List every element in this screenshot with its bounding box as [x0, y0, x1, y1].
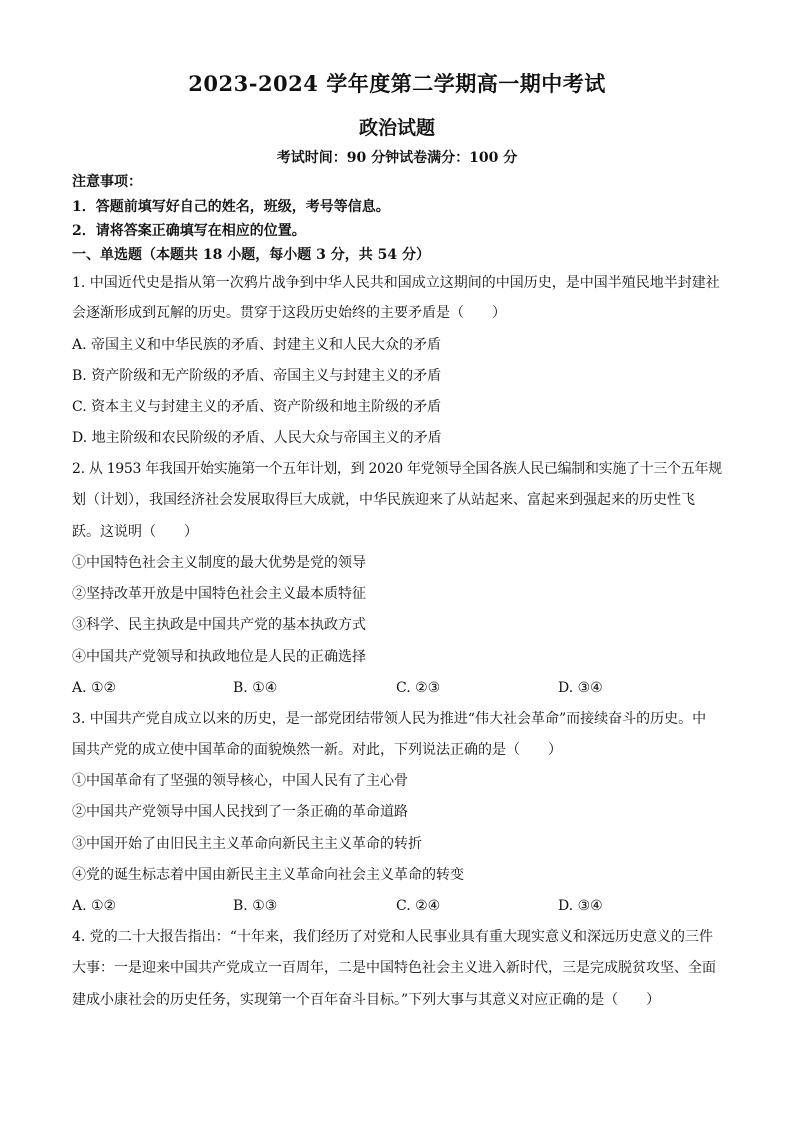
exam-info: 考试时间：90 分钟试卷满分：100 分: [276, 150, 518, 166]
notice-item: 1．答题前填写好自己的姓名，班级，考号等信息。: [72, 199, 390, 215]
q2-statement: ①中国特色社会主义制度的最大优势是党的领导: [72, 555, 366, 571]
q2-statement: ②坚持改革开放是中国特色社会主义最本质特征: [72, 586, 366, 602]
q1-option-b: B. 资产阶级和无产阶级的矛盾、帝国主义与封建主义的矛盾: [72, 368, 442, 384]
q2-stem-line: 跃。这说明（ ）: [72, 524, 198, 540]
q3-statement: ①中国革命有了坚强的领导核心，中国人民有了主心骨: [72, 773, 408, 789]
q2-stem-line: 2. 从 1953 年我国开始实施第一个五年计划，到 2020 年党领导全国各族人民已编制和实施了十三个五年规: [72, 461, 722, 477]
q3-statement: ④党的诞生标志着中国由新民主主义革命向社会主义革命的转变: [72, 867, 464, 883]
q2-option-c: C. ②③: [396, 680, 441, 696]
q4-stem-line: 4. 党的二十大报告指出：“十年来，我们经历了对党和人民事业具有重大现实意义和深远历史意义的三件: [72, 929, 713, 945]
q3-stem-line: 3. 中国共产党自成立以来的历史，是一部党团结带领人民为推进“伟大社会革命”而接续奋斗的历史。中: [72, 711, 707, 727]
q3-option-b: B. ①③: [233, 898, 278, 914]
q3-option-c: C. ②④: [396, 898, 441, 914]
subject-title: 政治试题: [358, 117, 435, 139]
q3-option-d: D. ③④: [558, 898, 603, 914]
q3-option-a: A. ①②: [72, 898, 117, 914]
q1-option-d: D. 地主阶级和农民阶级的矛盾、人民大众与帝国主义的矛盾: [72, 430, 442, 446]
notice-heading: 注意事项：: [72, 174, 142, 190]
q2-stem-line: 划（计划），我国经济社会发展取得巨大成就，中华民族迎来了从站起来、富起来到强起来的历史性飞: [72, 492, 695, 508]
q4-stem-line: 大事：一是迎来中国共产党成立一百周年，二是中国特色社会主义进入新时代，三是完成脱贫攻坚、全面: [72, 960, 716, 976]
q3-stem-line: 国共产党的成立使中国革命的面貌焕然一新。对此，下列说法正确的是（ ）: [72, 742, 562, 758]
q1-option-a: A. 帝国主义和中华民族的矛盾、封建主义和人民大众的矛盾: [72, 337, 442, 353]
q1-stem-line: 1. 中国近代史是指从第一次鸦片战争到中华人民共和国成立这期间的中国历史，是中国半殖民地半封建社: [72, 275, 720, 291]
section-heading: 一、单选题（本题共 18 小题，每小题 3 分，共 54 分）: [72, 247, 430, 263]
q4-stem-line: 建成小康社会的历史任务，实现第一个百年奋斗目标。”下列大事与其意义对应正确的是（ ）: [72, 992, 661, 1008]
q2-option-b: B. ①④: [233, 680, 278, 696]
q2-option-d: D. ③④: [558, 680, 603, 696]
q1-option-c: C. 资本主义与封建主义的矛盾、资产阶级和地主阶级的矛盾: [72, 399, 442, 415]
q3-statement: ②中国共产党领导中国人民找到了一条正确的革命道路: [72, 804, 408, 820]
q1-stem-line: 会逐渐形成到瓦解的历史。贯穿于这段历史始终的主要矛盾是（ ）: [72, 305, 506, 321]
q2-option-a: A. ①②: [72, 680, 117, 696]
exam-title: 2023-2024 学年度第二学期高一期中考试: [188, 71, 606, 96]
notice-item: 2．请将答案正确填写在相应的位置。: [72, 223, 306, 239]
q2-statement: ③科学、民主执政是中国共产党的基本执政方式: [72, 617, 366, 633]
q3-statement: ③中国开始了由旧民主主义革命向新民主主义革命的转折: [72, 836, 422, 852]
q2-statement: ④中国共产党领导和执政地位是人民的正确选择: [72, 649, 366, 665]
